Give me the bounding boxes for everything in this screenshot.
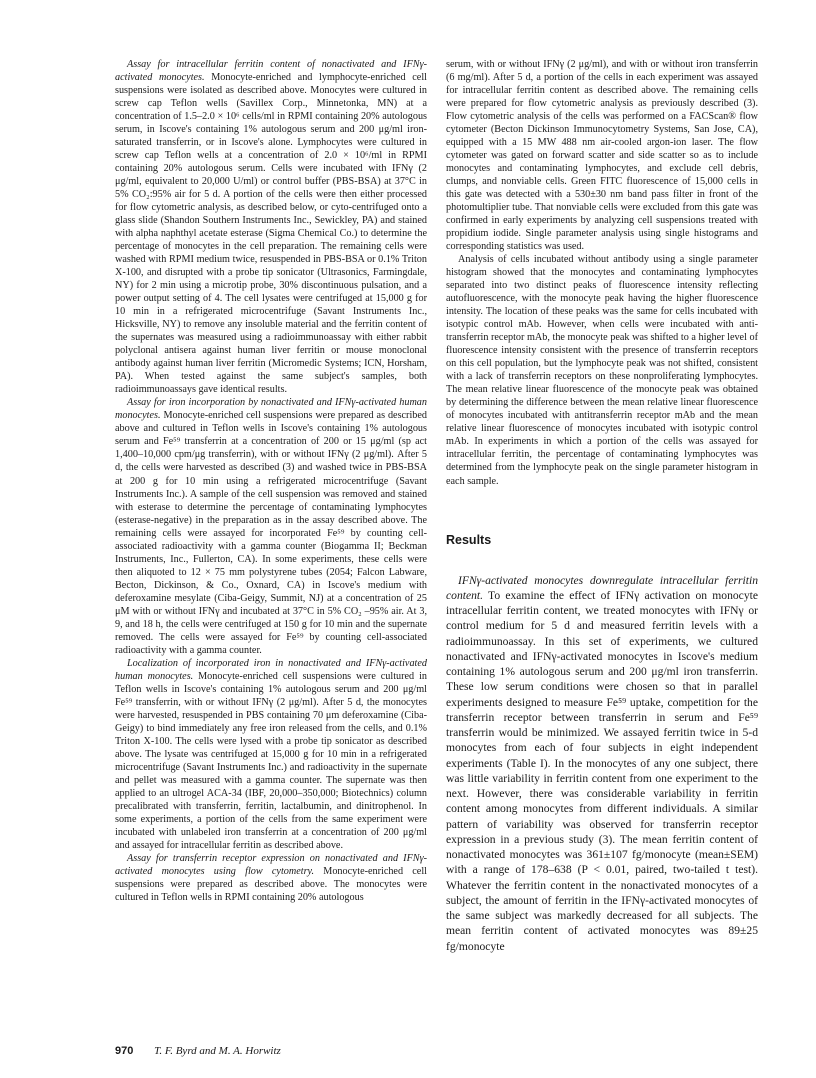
methods-paragraph (115, 58, 427, 396)
left-column (115, 58, 427, 904)
results-paragraph (446, 573, 758, 954)
methods-paragraph (115, 396, 427, 656)
section-title: Results (446, 532, 492, 547)
paragraph-body: Monocyte-enriched and lymphocyte-enriched cell suspensions were isolated as described above. Monocytes were cultured in screw cap Teflon wells (Savillex Corp., Minnetonka, MN) at a concentration of 1.5–2.0 × 10⁶ cells/ml in RPMI containing 20% autologous serum, in Iscove's containing 1% autologous serum and 200 μg/ml iron-saturated transferrin, or in Iscove's alone. Lymphocytes were cultured in screw cap Teflon wells at a concentration of 2.0 × 10⁶/ml in RPMI containing 20% autologous serum. Cells were incubated with IFNγ (2 μg/ml, equivalent to 20,000 U/ml) or control buffer (PBS-BSA) at 37°C in 5% CO₂:95% air for 5 d. A portion of the cells were then either processed for flow cytometric analysis, as described below, or cyto-centrifuged onto a glass slide (Shandon Southern Instruments Inc., Sewickley, PA) and stained with alpha naphthyl acetate esterase (Sigma Chemical Co.) to determine the percentage of monocytes in the cell preparation. The remaining cells were washed with RPMI medium twice, resuspended in PBS-BSA or 0.1% Triton X-100, and disrupted with a probe tip sonicator (Ultrasonics, Farmingdale, NY) for 2 min using a microtip probe, 30% discontinuous pulsation, and a power output setting of 4. The cell lysates were centrifuged at 15,000 g for 10 min in a refrigerated microcentrifuge (Savant Instruments Inc., Hicksville, NY) to remove any insoluble material and the ferritin content of the supernates was measured using a radioimmunoassay with either rabbit polyclonal antisera against human liver ferritin or mouse monoclonal antibody against human liver ferritin (Micromedic Systems; ICN, Horsham, PA). When tested against the same subject's samples, both radioimmunoassays gave identical results. (115, 72, 427, 396)
results-heading: IFNγ-activated monocytes downregulate intracellular ferritin content. (446, 573, 758, 602)
page-number: 970 (115, 1045, 134, 1057)
paragraph-heading: Localization of incorporated iron in nonactivated and IFNγ-activated human monocytes. (115, 657, 427, 682)
results-body: To examine the effect of IFNγ activation on monocyte intracellular ferritin content, we treated monocytes with IFNγ or control medium for 5 d and measured ferritin levels with a radioimmunoassay. In this set of experiments, we cultured nonactivated and IFNγ-activated monocytes in Iscove's medium containing 1% autologous serum and 200 μg/ml iron transferrin. These low serum conditions were chosen so that in parallel experiments designed to measure Fe⁵⁹ uptake, competition for the transferrin receptor between transferrin in serum and Fe⁵⁹ transferrin would be minimized. We assayed ferritin twice in 5-d monocytes from each of four subjects in eight independent experiments (Table I). In the monocytes of any one subject, there was little variability in ferritin content from one experiment to the next. However, there was considerable variability in ferritin content among monocytes from different individuals. A similar pattern of variability was observed for transferrin receptor expression in a previous study (3). The mean ferritin content of nonactivated monocytes was 361±107 fg/monocyte (mean±SEM) with a range of 178–638 (P < 0.01, paired, two-tailed t test). Whatever the ferritin content in the nonactivated monocytes of a subject, the amount of ferritin in the IFNγ-activated monocytes of the same subject was markedly decreased for all subjects. The mean ferritin content of activated monocytes was 89±25 fg/monocyte (446, 588, 758, 953)
paragraph-body: Monocyte-enriched cell suspensions were prepared as described above. The monocytes were cultured in Teflon wells in RPMI containing 20% autologous (115, 865, 427, 903)
page-footer (115, 1045, 281, 1057)
paragraph-heading: Assay for intracellular ferritin content of nonactivated and IFNγ-activated monocytes. (115, 59, 427, 84)
running-authors: T. F. Byrd and M. A. Horwitz (154, 1045, 281, 1057)
flow-analysis-paragraph: Analysis of cells incubated without antibody using a single parameter histogram showed that the monocytes and contaminating lymphocytes separated into two distinct peaks of fluorescence intensity reflecting autofluorescence, with the monocyte peak having the higher fluorescence intensity. The location of these peaks was the same for cells incubated with isotypic control mAb. However, when cells were incubated with anti-transferrin receptor mAb, the monocyte peak was shifted to a higher level of fluorescence intensity consistent with the presence of transferrin receptors on this cell population, but the lymphocyte peak was not shifted, consistent with a lack of transferrin receptors on these nonproliferating lymphocytes. The mean relative linear fluorescence of the monocyte peak was obtained by determining the difference between the mean relative linear fluorescence of monocytes incubated with antitransferrin receptor mAb and the mean relative linear fluorescence of monocytes incubated with isotypic control mAb. In experiments in which a portion of the cells was assayed for intracellular ferritin, the percentage of contaminating lymphocytes was determined from the lymphocyte peak on the single parameter histogram in each sample. (446, 254, 758, 487)
methods-paragraph (115, 852, 427, 904)
paragraph-heading: Assay for iron incorporation by nonactivated and IFNγ-activated human monocytes. (115, 397, 427, 422)
paragraph-heading: Assay for transferrin receptor expression on nonactivated and IFNγ-activated monocytes using flow cytometry. (115, 852, 427, 877)
methods-paragraph (115, 657, 427, 852)
right-column (446, 58, 758, 954)
paragraph-body: Monocyte-enriched cell suspensions were cultured in Teflon wells in Iscove's containing 1% autologous serum and 200 μg/ml Fe⁵⁹ transferrin, with or without IFNγ (2 μg/ml). After 5 d, the monocytes were harvested, resuspended in PBS containing 70 μm deferoxamine (Ciba-Geigy) to bind immediately any free iron released from the cells, and 0.1% Triton X-100. The cells were lysed with a probe tip sonicator as described above. The lysate was centrifuged at 15,000 g for 10 min in a refrigerated microcentrifuge (Savant Instruments Inc.) and radioactivity in the supernate and pellet was measured with a gamma counter. The supernate was then applied to an ultrogel ACA-34 (IBF, 20,000–350,000; Biotechnics) column precalibrated with transferrin, ferritin, lactalbumin, and dinitrophenol. In some experiments, a portion of the cells from the same experiment were incubated with unlabeled iron transferrin at a concentration of 200 μg/ml and assayed for intracellular ferritin as described above. (115, 670, 427, 851)
paragraph-body: Monocyte-enriched cell suspensions were prepared as described above and cultured in Teflon wells in Iscove's containing 1% autologous serum and Fe⁵⁹ transferrin at a concentration of 200 or 15 μg/ml (sp act 1,400–10,000 cpm/μg transferrin), with or without IFNγ (2 μg/ml). After 5 d, the cells were harvested as described (3) and washed twice in PBS-BSA at 200 g for 10 min using a refrigerated microcentrifuge (Savant Instruments Inc.). A sample of the cell suspension was removed and stained with esterase to determine the percentage of contaminating lymphocytes (esterase-negative) in the preparation as in the assay described above. The remaining cells were assayed for incorporated Fe⁵⁹ by counting cell-associated radioactivity with a gamma counter (Biogamma II; Beckman Instruments, Inc., Fullerton, CA). In some experiments, these cells were then aliquoted to 12 × 75 mm polystyrene tubes (2054; Falcon Labware, Becton, Dickinson, & Co., Oxnard, CA) in Iscove's medium with deferoxamine mesylate (Ciba-Geigy, Summit, NJ) at a concentration of 25 μM with or without IFNγ and incubated at 37°C in 5% CO₂ –95% air. At 3, 9, and 18 h, the cells were centrifuged at 150 g for 10 min and the supernate removed. The cells were assayed for Fe⁵⁹ by counting cell-associated radioactivity with a gamma counter. (115, 410, 427, 656)
continuation-paragraph: serum, with or without IFNγ (2 μg/ml), and with or without iron transferrin (6 mg/ml). After 5 d, a portion of the cells in each experiment was assayed for intracellular ferritin content as described above. The remaining cells were prepared for flow cytometric analysis as previously described (3). Flow cytometric analysis of the cells was performed on a FACScan® flow cytometer (Becton Dickinson Immunocytometry Systems, San Jose, CA), equipped with a 15 MW 488 nm air-cooled argon-ion laser. The flow cytometer was gated on forward scatter and side scatter so as to include monocytes and contaminating lymphocytes, and exclude cell debris, clumps, and nonviable cells. Green FITC fluorescence of 15,000 cells in this gate was detected with a 530±30 nm band pass filter in front of the photomultiplier tube. That nonviable cells were excluded from this gate was confirmed in early experiments by analyzing cell suspensions treated with propidium iodide. Single parameter analysis using single histograms and corresponding statistics was used. (446, 59, 758, 253)
